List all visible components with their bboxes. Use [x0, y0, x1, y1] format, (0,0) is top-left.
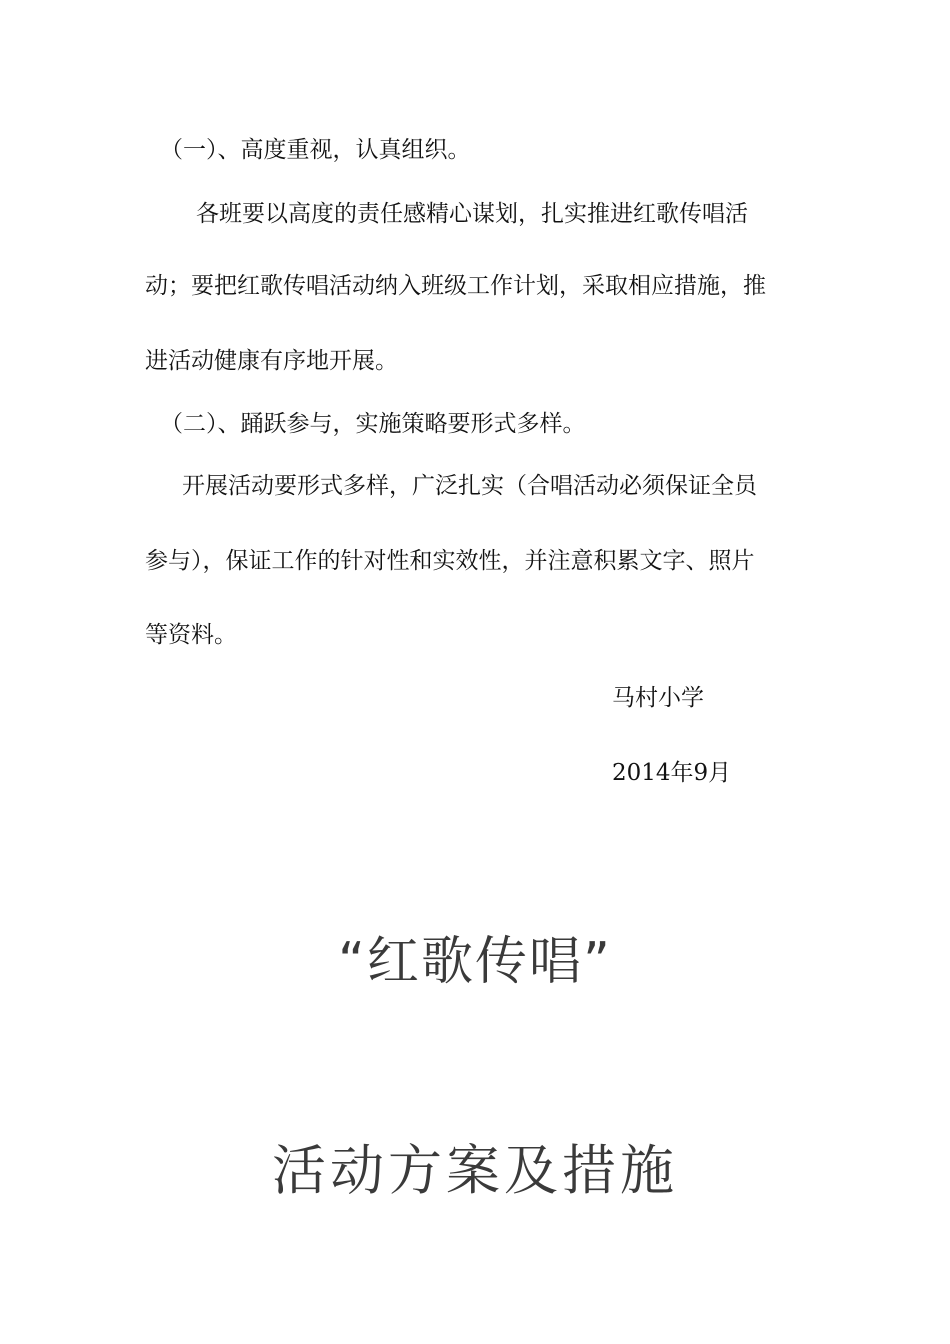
- paragraph-1-line-3: 进活动健康有序地开展。: [145, 348, 398, 374]
- signature-date: 2014年9月: [612, 760, 732, 786]
- paragraph-2-line-1: 开展活动要形式多样，广泛扎实（合唱活动必须保证全员: [182, 473, 757, 499]
- paragraph-2-line-2: 参与），保证工作的针对性和实效性，并注意积累文字、照片: [145, 548, 755, 574]
- signature-school: 马村小学: [612, 685, 704, 711]
- cover-title-line-1: “红歌传唱”: [338, 932, 612, 992]
- paragraph-1-line-1: 各班要以高度的责任感精心谋划，扎实推进红歌传唱活: [196, 201, 748, 227]
- paragraph-2-line-3: 等资料。: [145, 622, 237, 648]
- cover-title-line-2: 活动方案及措施: [272, 1139, 678, 1202]
- section-heading-2: （二）、踊跃参与，实施策略要形式多样。: [160, 411, 586, 437]
- section-heading-1: （一）、高度重视，认真组织。: [160, 137, 471, 163]
- paragraph-1-line-2: 动；要把红歌传唱活动纳入班级工作计划，采取相应措施，推: [145, 273, 766, 299]
